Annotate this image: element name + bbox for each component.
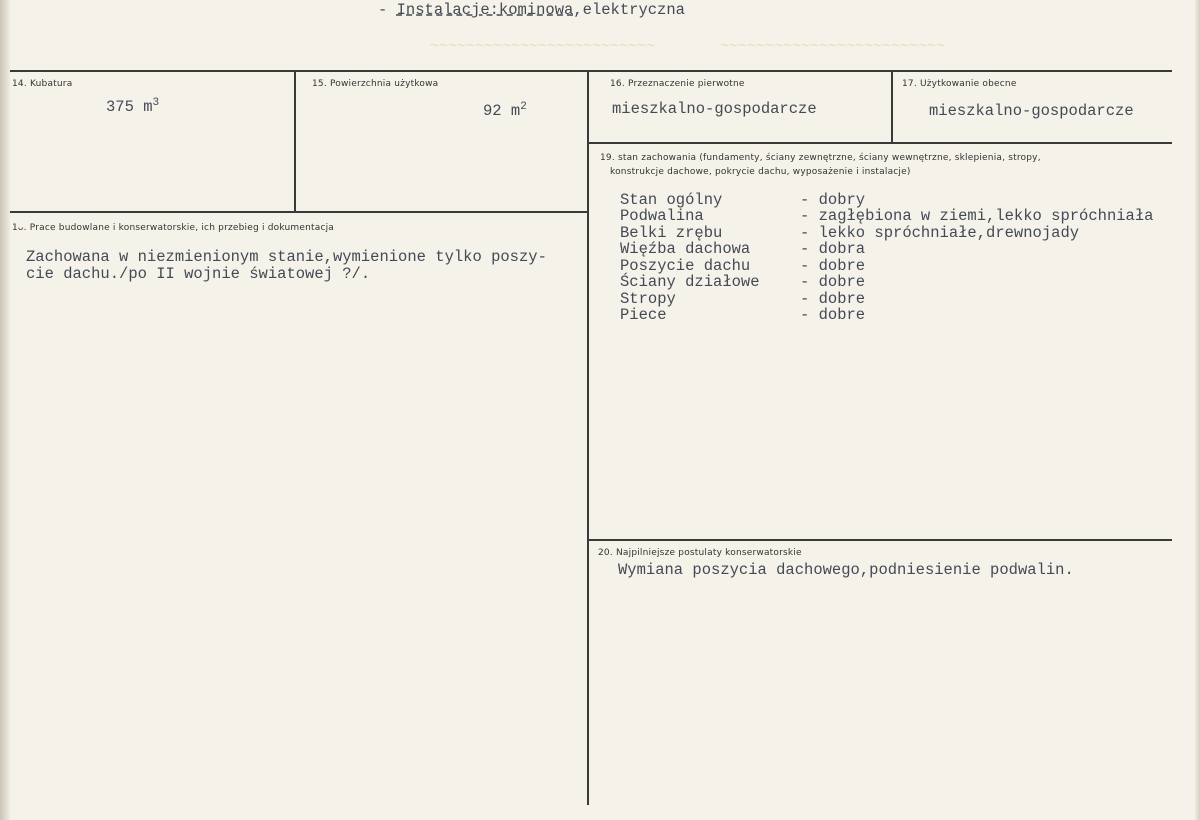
field-17-value: mieszkalno-gospodarcze	[929, 102, 1134, 120]
field-19-label-line-1: 19. stan zachowania (fundamenty, ściany zewnętrzne, ściany wewnętrzne, sklepienia, stropy,	[600, 153, 1041, 163]
header-installations-line: - Instalacje:kominowa,elektryczna	[378, 1, 685, 19]
field-16-label: 16. Przeznaczenie pierwotne	[610, 79, 745, 89]
field-16-value: mieszkalno-gospodarcze	[612, 100, 817, 118]
paper-edge-left	[0, 0, 10, 820]
condition-item: Belki zrębu	[620, 224, 723, 242]
condition-state: - dobre	[800, 290, 866, 308]
center-divider	[587, 70, 589, 805]
field-14-value: 375 $m^3$	[106, 97, 160, 117]
field-18-line-2: cie dachu./po II wojnie światowej ?/.	[26, 265, 371, 283]
rule-below-14-15	[10, 211, 589, 213]
condition-state: - dobra	[800, 240, 866, 258]
rule-above-20	[589, 539, 1172, 541]
bleed-through-mark: ~~~~~~~~~~~~~~~~~~~~~~~~~	[430, 38, 656, 55]
condition-state: - dobre	[800, 273, 866, 291]
field-18-line-1: Zachowana w niezmienionym stanie,wymienione tylko poszy-	[26, 248, 547, 266]
divider-16-17	[891, 70, 893, 143]
condition-state: - dobre	[800, 306, 866, 324]
field-20-label: 20. Najpilniejsze postulaty konserwatorskie	[598, 548, 802, 558]
condition-item: Stan ogólny	[620, 191, 723, 209]
condition-item: Poszycie dachu	[620, 257, 751, 275]
bleed-through-mark: ~~~~~~~~~~~~~~~~~~~~~~~~~	[720, 38, 946, 55]
condition-item: Piece	[620, 306, 667, 324]
field-15-label: 15. Powierzchnia użytkowa	[312, 79, 439, 89]
field-19-label-line-2: konstrukcje dachowe, pokrycie dachu, wyposażenie i instalacje)	[610, 167, 911, 177]
field-18-label: 1ᴗ. Prace budowlane i konserwatorskie, ich przebieg i dokumentacja	[12, 223, 335, 233]
field-15-value: 92 $m^2$	[483, 101, 527, 121]
top-rule	[10, 70, 1172, 72]
condition-state: - lekko spróchniałe,drewnojady	[800, 224, 1080, 242]
condition-item: Podwalina	[620, 207, 704, 225]
condition-item: Stropy	[620, 290, 676, 308]
rule-below-16-17	[589, 142, 1172, 144]
paper-edge-right	[1194, 0, 1200, 820]
field-20-value: Wymiana poszycia dachowego,podniesienie podwalin.	[618, 561, 1074, 579]
condition-state: - dobry	[800, 191, 866, 209]
field-17-label: 17. Użytkowanie obecne	[902, 79, 1017, 89]
condition-item: Więźba dachowa	[620, 240, 751, 258]
condition-state: - dobre	[800, 257, 866, 275]
divider-14-15	[294, 70, 296, 212]
field-14-label: 14. Kubatura	[12, 79, 73, 89]
condition-item: Ściany działowe	[620, 273, 760, 291]
condition-state: - zagłębiona w ziemi,lekko spróchniała	[800, 207, 1154, 225]
